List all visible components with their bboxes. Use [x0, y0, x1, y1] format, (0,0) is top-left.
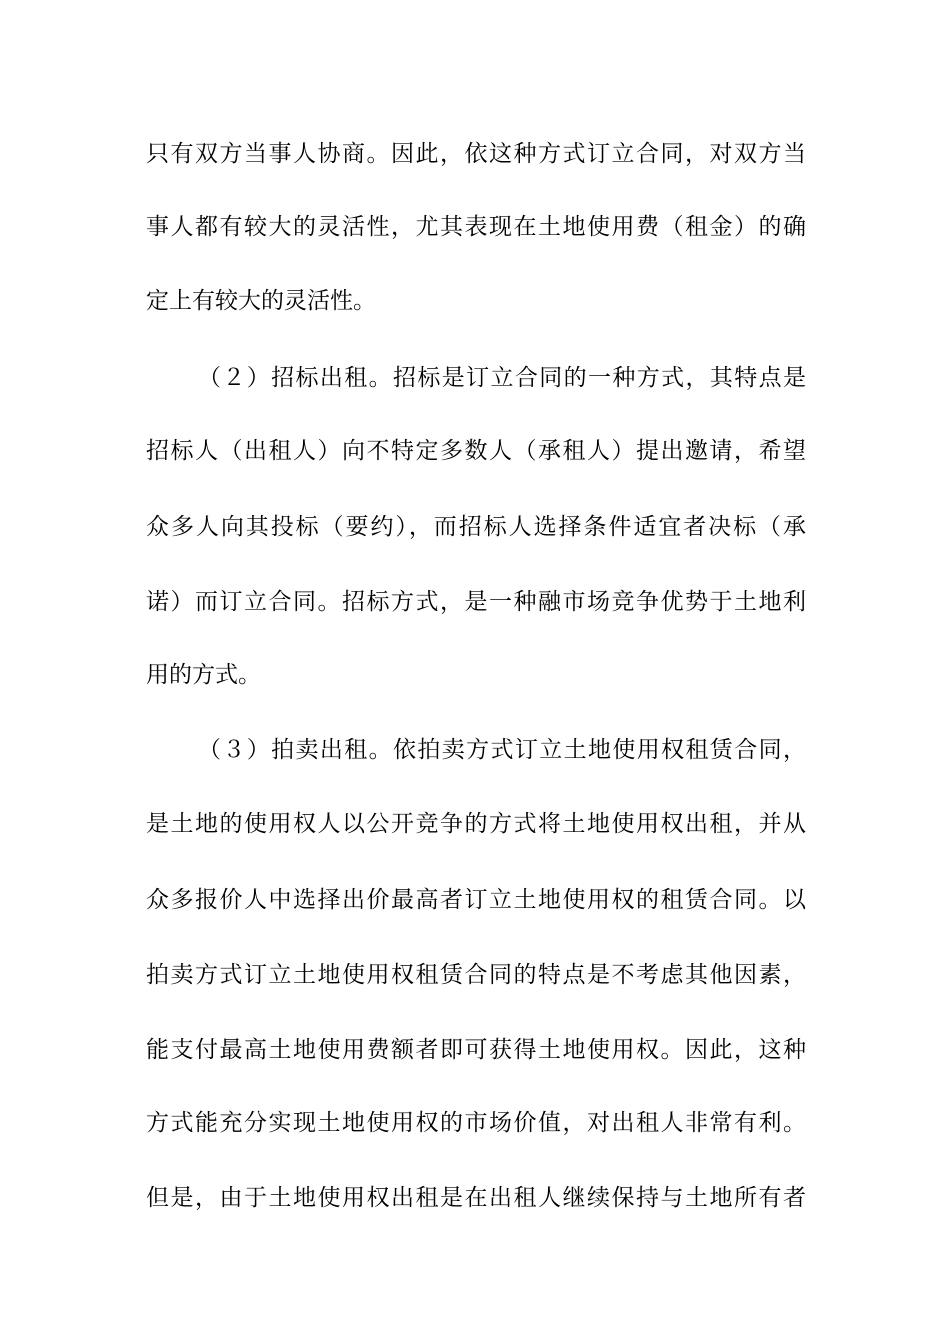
text-line-11: 众多报价人中选择出价最高者订立土地使用权的租赁合同。以 [146, 887, 806, 913]
text-line-10: 是土地的使用权人以公开竞争的方式将土地使用权出租，并从 [146, 811, 806, 837]
text-line-15: 但是，由于土地使用权出租是在出租人继续保持与土地所有者 [146, 1185, 806, 1211]
text-line-5: 招标人（出租人）向不特定多数人（承租人）提出邀请，希望 [146, 438, 806, 464]
text-line-7: 诺）而订立合同。招标方式，是一种融市场竞争优势于土地利 [146, 589, 806, 615]
text-line-13: 能支付最高土地使用费额者即可获得土地使用权。因此，这种 [146, 1037, 806, 1063]
text-line-4: （２）招标出租。招标是订立合同的一种方式，其特点是 [198, 365, 806, 391]
text-line-12: 拍卖方式订立土地使用权租赁合同的特点是不考虑其他因素， [146, 962, 806, 988]
text-line-1: 只有双方当事人协商。因此，依这种方式订立合同，对双方当 [146, 141, 806, 167]
text-line-14: 方式能充分实现土地使用权的市场价值，对出租人非常有利。 [146, 1110, 806, 1136]
text-line-3: 定上有较大的灵活性。 [146, 288, 376, 314]
text-line-8: 用的方式。 [146, 662, 261, 688]
text-line-9: （３）拍卖出租。依拍卖方式订立土地使用权租赁合同， [198, 737, 806, 763]
text-line-6: 众多人向其投标（要约），而招标人选择条件适宜者决标（承 [146, 514, 806, 540]
text-line-2: 事人都有较大的灵活性，尤其表现在土地使用费（租金）的确 [146, 214, 806, 240]
